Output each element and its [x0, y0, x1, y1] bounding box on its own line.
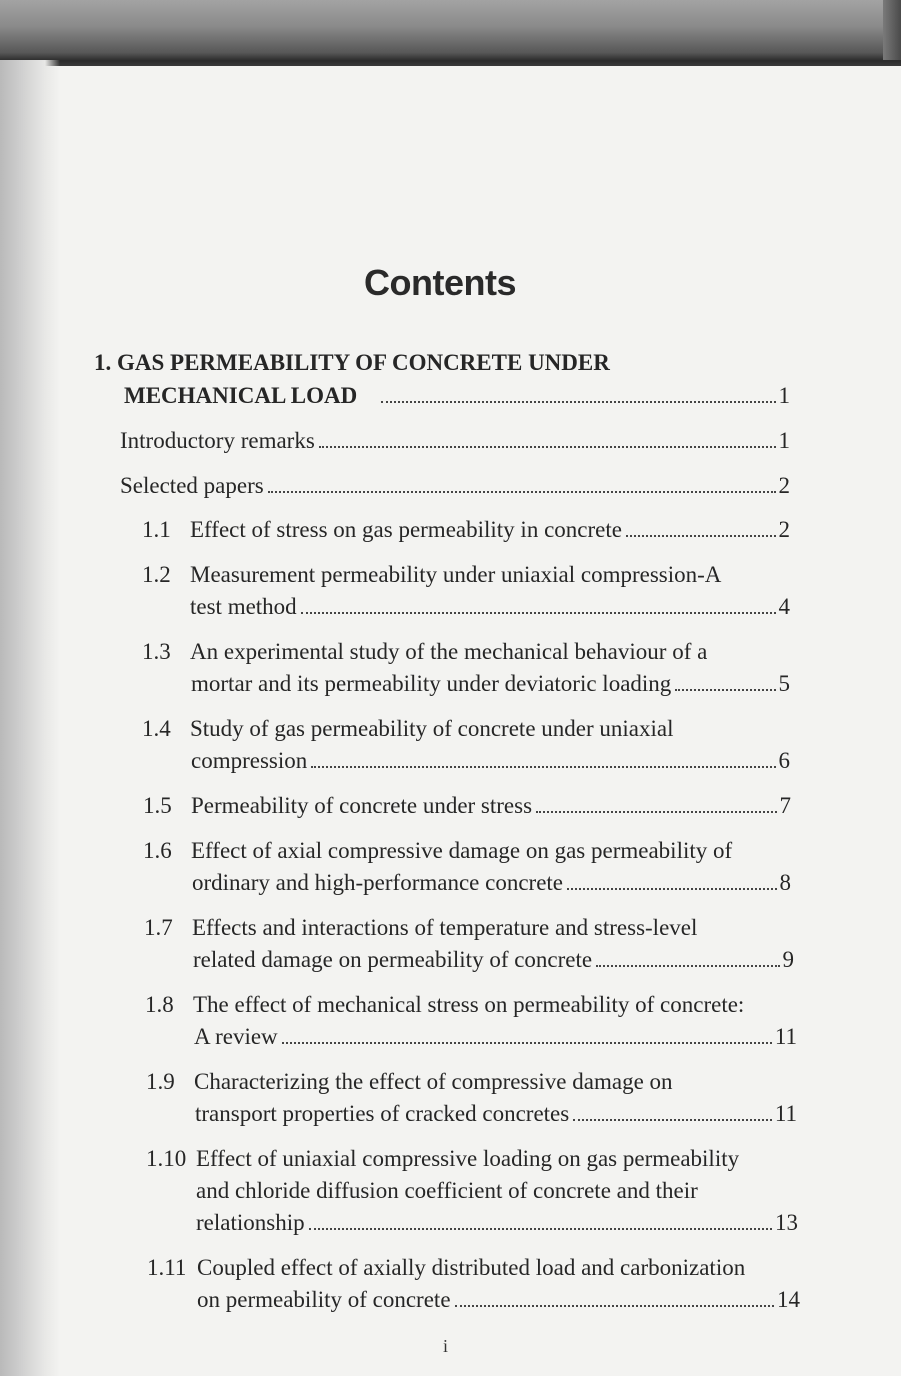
page-number: 13 [775, 1210, 798, 1235]
entry-title: Characterizing the effect of compressive damage on [194, 1069, 673, 1094]
toc-entry-1-10-cont [196, 1208, 798, 1238]
entry-title: mortar and its permeability under deviatoric loading [191, 671, 672, 696]
toc-entry-1-7 [144, 913, 794, 943]
entry-title: The effect of mechanical stress on permeability of concrete: [193, 992, 745, 1017]
dot-leader [455, 1305, 774, 1307]
book-page [0, 60, 901, 1376]
dot-leader [309, 1228, 772, 1230]
entry-title: transport properties of cracked concretes [195, 1101, 570, 1126]
entry-number: 1.4 [142, 716, 171, 741]
entry-title: ordinary and high-performance concrete [192, 870, 564, 895]
entry-title: relationship [196, 1210, 305, 1235]
toc-item-label: Selected papers [120, 473, 264, 498]
toc-front-item [120, 471, 790, 501]
chapter-heading-line-1 [94, 348, 794, 378]
dot-leader [268, 491, 776, 493]
entry-title: compression [191, 748, 308, 773]
page-folio: i [443, 1336, 449, 1356]
toc-entry-1-4-cont [191, 746, 790, 776]
entry-number: 1.1 [142, 517, 171, 542]
chapter-heading-line-2 [124, 381, 790, 411]
entry-title: Effect of uniaxial compressive loading on gas permeability [196, 1146, 740, 1171]
toc-entry-1-2 [142, 560, 790, 590]
toc-entry-1-7-cont [193, 945, 794, 975]
page-number: 2 [778, 517, 790, 542]
dot-leader [573, 1119, 772, 1121]
toc-entry-1-9-cont [195, 1099, 797, 1129]
toc-item-label: Introductory remarks [120, 428, 315, 453]
page-title: Contents [364, 262, 516, 303]
entry-title: Effect of axial compressive damage on gas permeability of [191, 838, 733, 863]
page-number: 9 [782, 947, 794, 972]
page-number: 1 [778, 428, 790, 453]
dot-leader [567, 888, 776, 890]
toc-entry-1-3-cont [191, 669, 790, 699]
entry-title: A review [194, 1024, 278, 1049]
toc-entry-1-11 [147, 1253, 800, 1283]
entry-number: 1.6 [143, 838, 172, 863]
toc-entry-1-6-cont [192, 868, 791, 898]
dot-leader [282, 1042, 772, 1044]
entry-title: Measurement permeability under uniaxial compression-A [190, 562, 722, 587]
toc-front-item [120, 426, 790, 456]
dot-leader [596, 965, 779, 967]
toc-entry-1-1 [142, 515, 790, 545]
entry-title: Effect of stress on gas permeability in concrete [190, 517, 622, 542]
entry-number: 1.10 [146, 1146, 187, 1171]
chapter-heading-text: MECHANICAL LOAD [124, 383, 358, 408]
toc-entry-1-8-cont [194, 1022, 797, 1052]
dot-leader [319, 446, 776, 448]
entry-title: test method [190, 594, 297, 619]
dot-leader [626, 535, 776, 537]
top-scan-shadow [0, 0, 901, 66]
page-number: 1 [778, 383, 790, 408]
toc-entry-1-8 [145, 990, 797, 1020]
page-number: 7 [779, 793, 791, 818]
toc-entry-1-9 [146, 1067, 797, 1097]
toc-entry-1-10 [146, 1144, 798, 1174]
entry-title: Coupled effect of axially distributed load and carbonization [197, 1255, 746, 1280]
dot-leader [301, 612, 776, 614]
toc-entry-1-4 [142, 714, 790, 744]
page-number: 5 [778, 671, 790, 696]
gutter-shadow [0, 60, 60, 1376]
entry-number: 1.5 [143, 793, 172, 818]
entry-number: 1.9 [146, 1069, 175, 1094]
entry-number: 1.11 [147, 1255, 187, 1280]
entry-title: Study of gas permeability of concrete under uniaxial [190, 716, 674, 741]
entry-number: 1.3 [142, 639, 171, 664]
page-number: 14 [777, 1287, 800, 1312]
page-number: 8 [779, 870, 791, 895]
toc-entry-1-10-cont [196, 1176, 798, 1206]
entry-title: An experimental study of the mechanical behaviour of a [190, 639, 708, 664]
right-scan-edge [883, 0, 901, 60]
entry-title: Effects and interactions of temperature and stress-level [192, 915, 698, 940]
chapter-heading-text: 1. GAS PERMEABILITY OF CONCRETE UNDER [94, 350, 610, 375]
page-number: 11 [774, 1024, 797, 1049]
toc-entry-1-2-cont [190, 592, 790, 622]
page-number: 2 [778, 473, 790, 498]
entry-number: 1.2 [142, 562, 171, 587]
toc-entry-1-5 [143, 791, 791, 821]
entry-title: and chloride diffusion coefficient of concrete and their [196, 1178, 698, 1203]
entry-title: on permeability of concrete [197, 1287, 451, 1312]
toc-entry-1-6 [143, 836, 791, 866]
dot-leader [675, 689, 775, 691]
entry-number: 1.8 [145, 992, 174, 1017]
entry-title: Permeability of concrete under stress [191, 793, 533, 818]
toc-entry-1-3 [142, 637, 790, 667]
dot-leader [381, 401, 775, 403]
page-number: 4 [778, 594, 790, 619]
dot-leader [536, 811, 776, 813]
page-number: 6 [778, 748, 790, 773]
entry-number: 1.7 [144, 915, 173, 940]
entry-title: related damage on permeability of concrete [193, 947, 593, 972]
page-number: 11 [774, 1101, 797, 1126]
dot-leader [311, 766, 775, 768]
toc-entry-1-11-cont [197, 1285, 800, 1315]
